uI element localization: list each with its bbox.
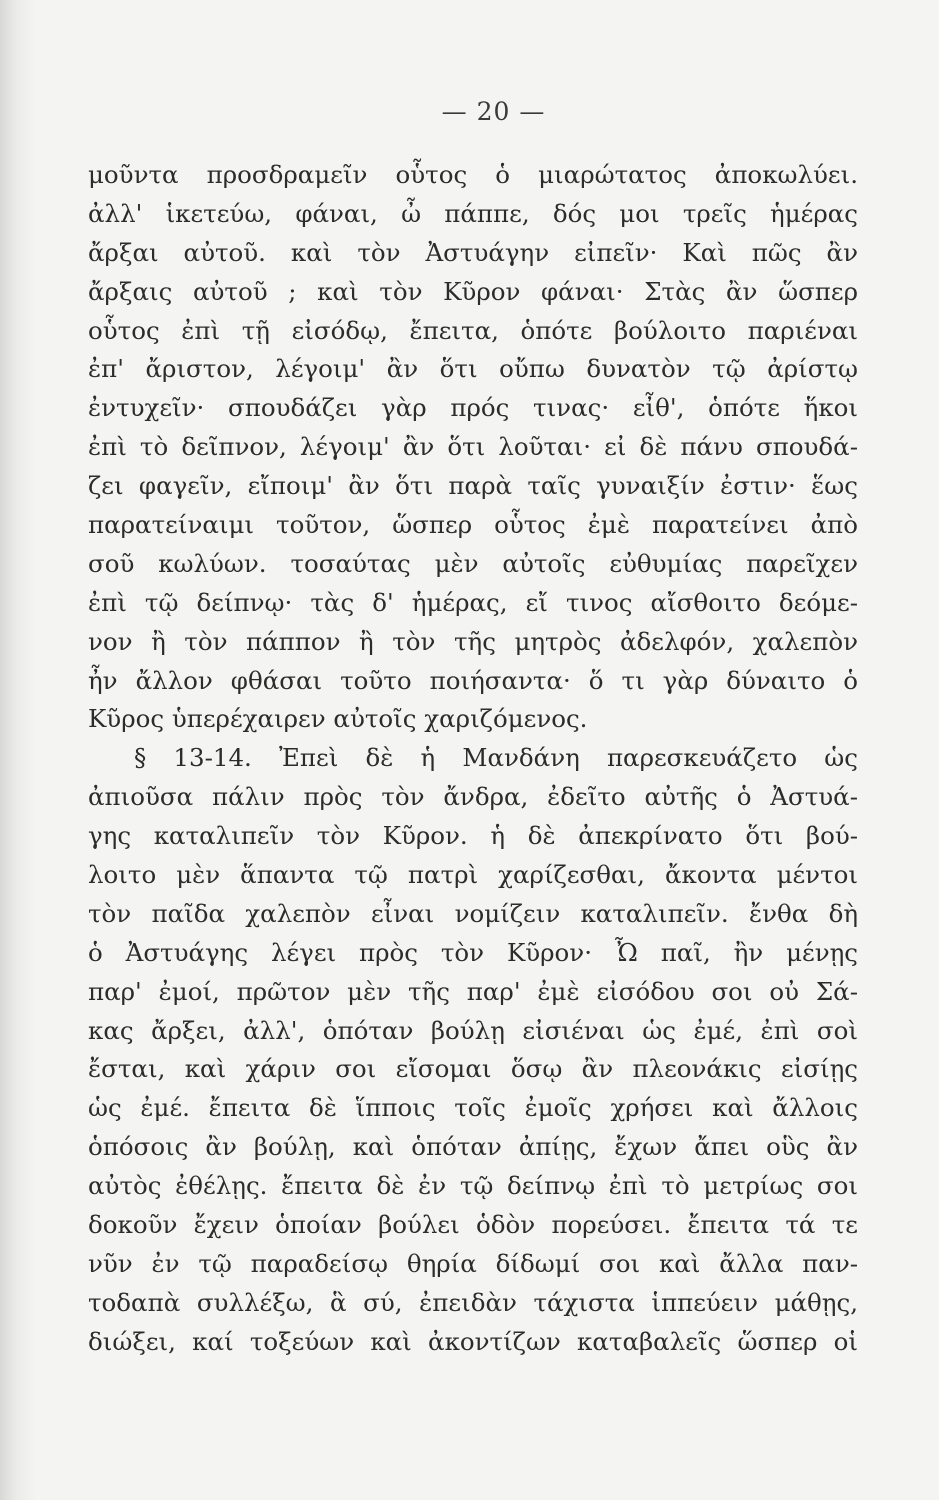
page-number: — 20 —	[441, 97, 546, 126]
body-text	[88, 156, 858, 1362]
text-line: ἐπὶ τὸ δεῖπνον, λέγοιμ' ἂν ὅτι λοῦται· εἰ δὲ πάνυ σπουδά-	[88, 432, 858, 462]
page-gutter-shadow	[0, 0, 36, 1500]
text-line: ἀλλ' ἱκετεύω, φάναι, ὦ πάππε, δός μοι τρεῖς ἡμέρας	[88, 198, 858, 228]
text-line: αὐτὸς ἐθέλῃς. ἔπειτα δὲ ἐν τῷ δείπνῳ ἐπὶ τὸ μετρίως σοι	[88, 1171, 858, 1201]
text-line: ὡς ἐμέ. ἔπειτα δὲ ἵπποις τοῖς ἐμοῖς χρήσει καὶ ἄλλοις	[88, 1093, 858, 1123]
text-line: λοιτο μὲν ἅπαντα τῷ πατρὶ χαρίζεσθαι, ἄκοντα μέντοι	[88, 860, 858, 890]
text-line: παρατείναιμι τοῦτον, ὥσπερ οὗτος ἐμὲ παρατείνει ἀπὸ	[88, 510, 858, 540]
text-line: ἄρξαις αὐτοῦ ; καὶ τὸν Κῦρον φάναι· Στὰς ἂν ὥσπερ	[88, 276, 858, 306]
text-line: δοκοῦν ἔχειν ὁποίαν βούλει ὁδὸν πορεύσει. ἔπειτα τά τε	[88, 1210, 858, 1240]
text-line: ἐντυχεῖν· σπουδάζει γὰρ πρός τινας· εἶθ', ὁπότε ἥκοι	[88, 393, 858, 423]
text-line: ὁ Ἀστυάγης λέγει πρὸς τὸν Κῦρον· Ὦ παῖ, ἢν μένῃς	[88, 937, 858, 967]
text-line: κας ἄρξει, ἀλλ', ὁπόταν βούλῃ εἰσιέναι ὡς ἐμέ, ἐπὶ σοὶ	[88, 1015, 858, 1045]
text-line: νον ἢ τὸν πάππον ἢ τὸν τῆς μητρὸς ἀδελφόν, χαλεπὸν	[88, 626, 858, 656]
text-line: ἀπιοῦσα πάλιν πρὸς τὸν ἄνδρα, ἐδεῖτο αὐτῆς ὁ Ἀστυά-	[88, 782, 858, 812]
text-line: διώξει, καί τοξεύων καὶ ἀκοντίζων καταβαλεῖς ὥσπερ οἱ	[88, 1326, 858, 1356]
text-line: ἄρξαι αὐτοῦ. καὶ τὸν Ἀστυάγην εἰπεῖν· Καὶ πῶς ἂν	[88, 237, 858, 267]
text-line: ἦν ἄλλον φθάσαι τοῦτο ποιήσαντα· ὅ τι γὰρ δύναιτο ὁ	[88, 665, 858, 695]
text-line: τὸν παῖδα χαλεπὸν εἶναι νομίζειν καταλιπεῖν. ἔνθα δὴ	[88, 898, 858, 928]
section-heading-line: § 13-14. Ἐπεὶ δὲ ἡ Μανδάνη παρεσκευάζετο ὡς	[134, 743, 858, 773]
text-line: ὁπόσοις ἂν βούλῃ, καὶ ὁπόταν ἀπίῃς, ἔχων ἄπει οὓς ἂν	[88, 1132, 858, 1162]
text-line: μοῦντα προσδραμεῖν οὗτος ὁ μιαρώτατος ἀποκωλύει.	[88, 160, 858, 189]
text-line: γης καταλιπεῖν τὸν Κῦρον. ἡ δὲ ἀπεκρίνατο ὅτι βού-	[88, 821, 858, 851]
text-line: Κῦρος ὑπερέχαιρεν αὐτοῖς χαριζόμενος.	[88, 704, 588, 734]
text-line: ἐπ' ἄριστον, λέγοιμ' ἂν ὅτι οὔπω δυνατὸν τῷ ἀρίστῳ	[88, 354, 858, 384]
text-line: τοδαπὰ συλλέξω, ἃ σύ, ἐπειδὰν τάχιστα ἱππεύειν μάθῃς,	[88, 1287, 858, 1317]
text-line: ἔσται, καὶ χάριν σοι εἴσομαι ὅσῳ ἂν πλεονάκις εἰσίῃς	[88, 1054, 858, 1084]
text-line: νῦν ἐν τῷ παραδείσῳ θηρία δίδωμί σοι καὶ ἄλλα παν-	[88, 1248, 858, 1278]
text-line: σοῦ κωλύων. τοσαύτας μὲν αὐτοῖς εὐθυμίας παρεῖχεν	[88, 548, 858, 578]
text-line: οὗτος ἐπὶ τῇ εἰσόδῳ, ἔπειτα, ὁπότε βούλοιτο παριέναι	[88, 315, 858, 345]
text-line: ζει φαγεῖν, εἴποιμ' ἂν ὅτι παρὰ ταῖς γυναιξίν ἐστιν· ἕως	[88, 471, 858, 501]
text-line: ἐπὶ τῷ δείπνῳ· τὰς δ' ἡμέρας, εἴ τινος αἴσθοιτο δεόμε-	[88, 587, 858, 617]
text-line: παρ' ἐμοί, πρῶτον μὲν τῆς παρ' ἐμὲ εἰσόδου σοι οὐ Σά-	[88, 976, 858, 1006]
